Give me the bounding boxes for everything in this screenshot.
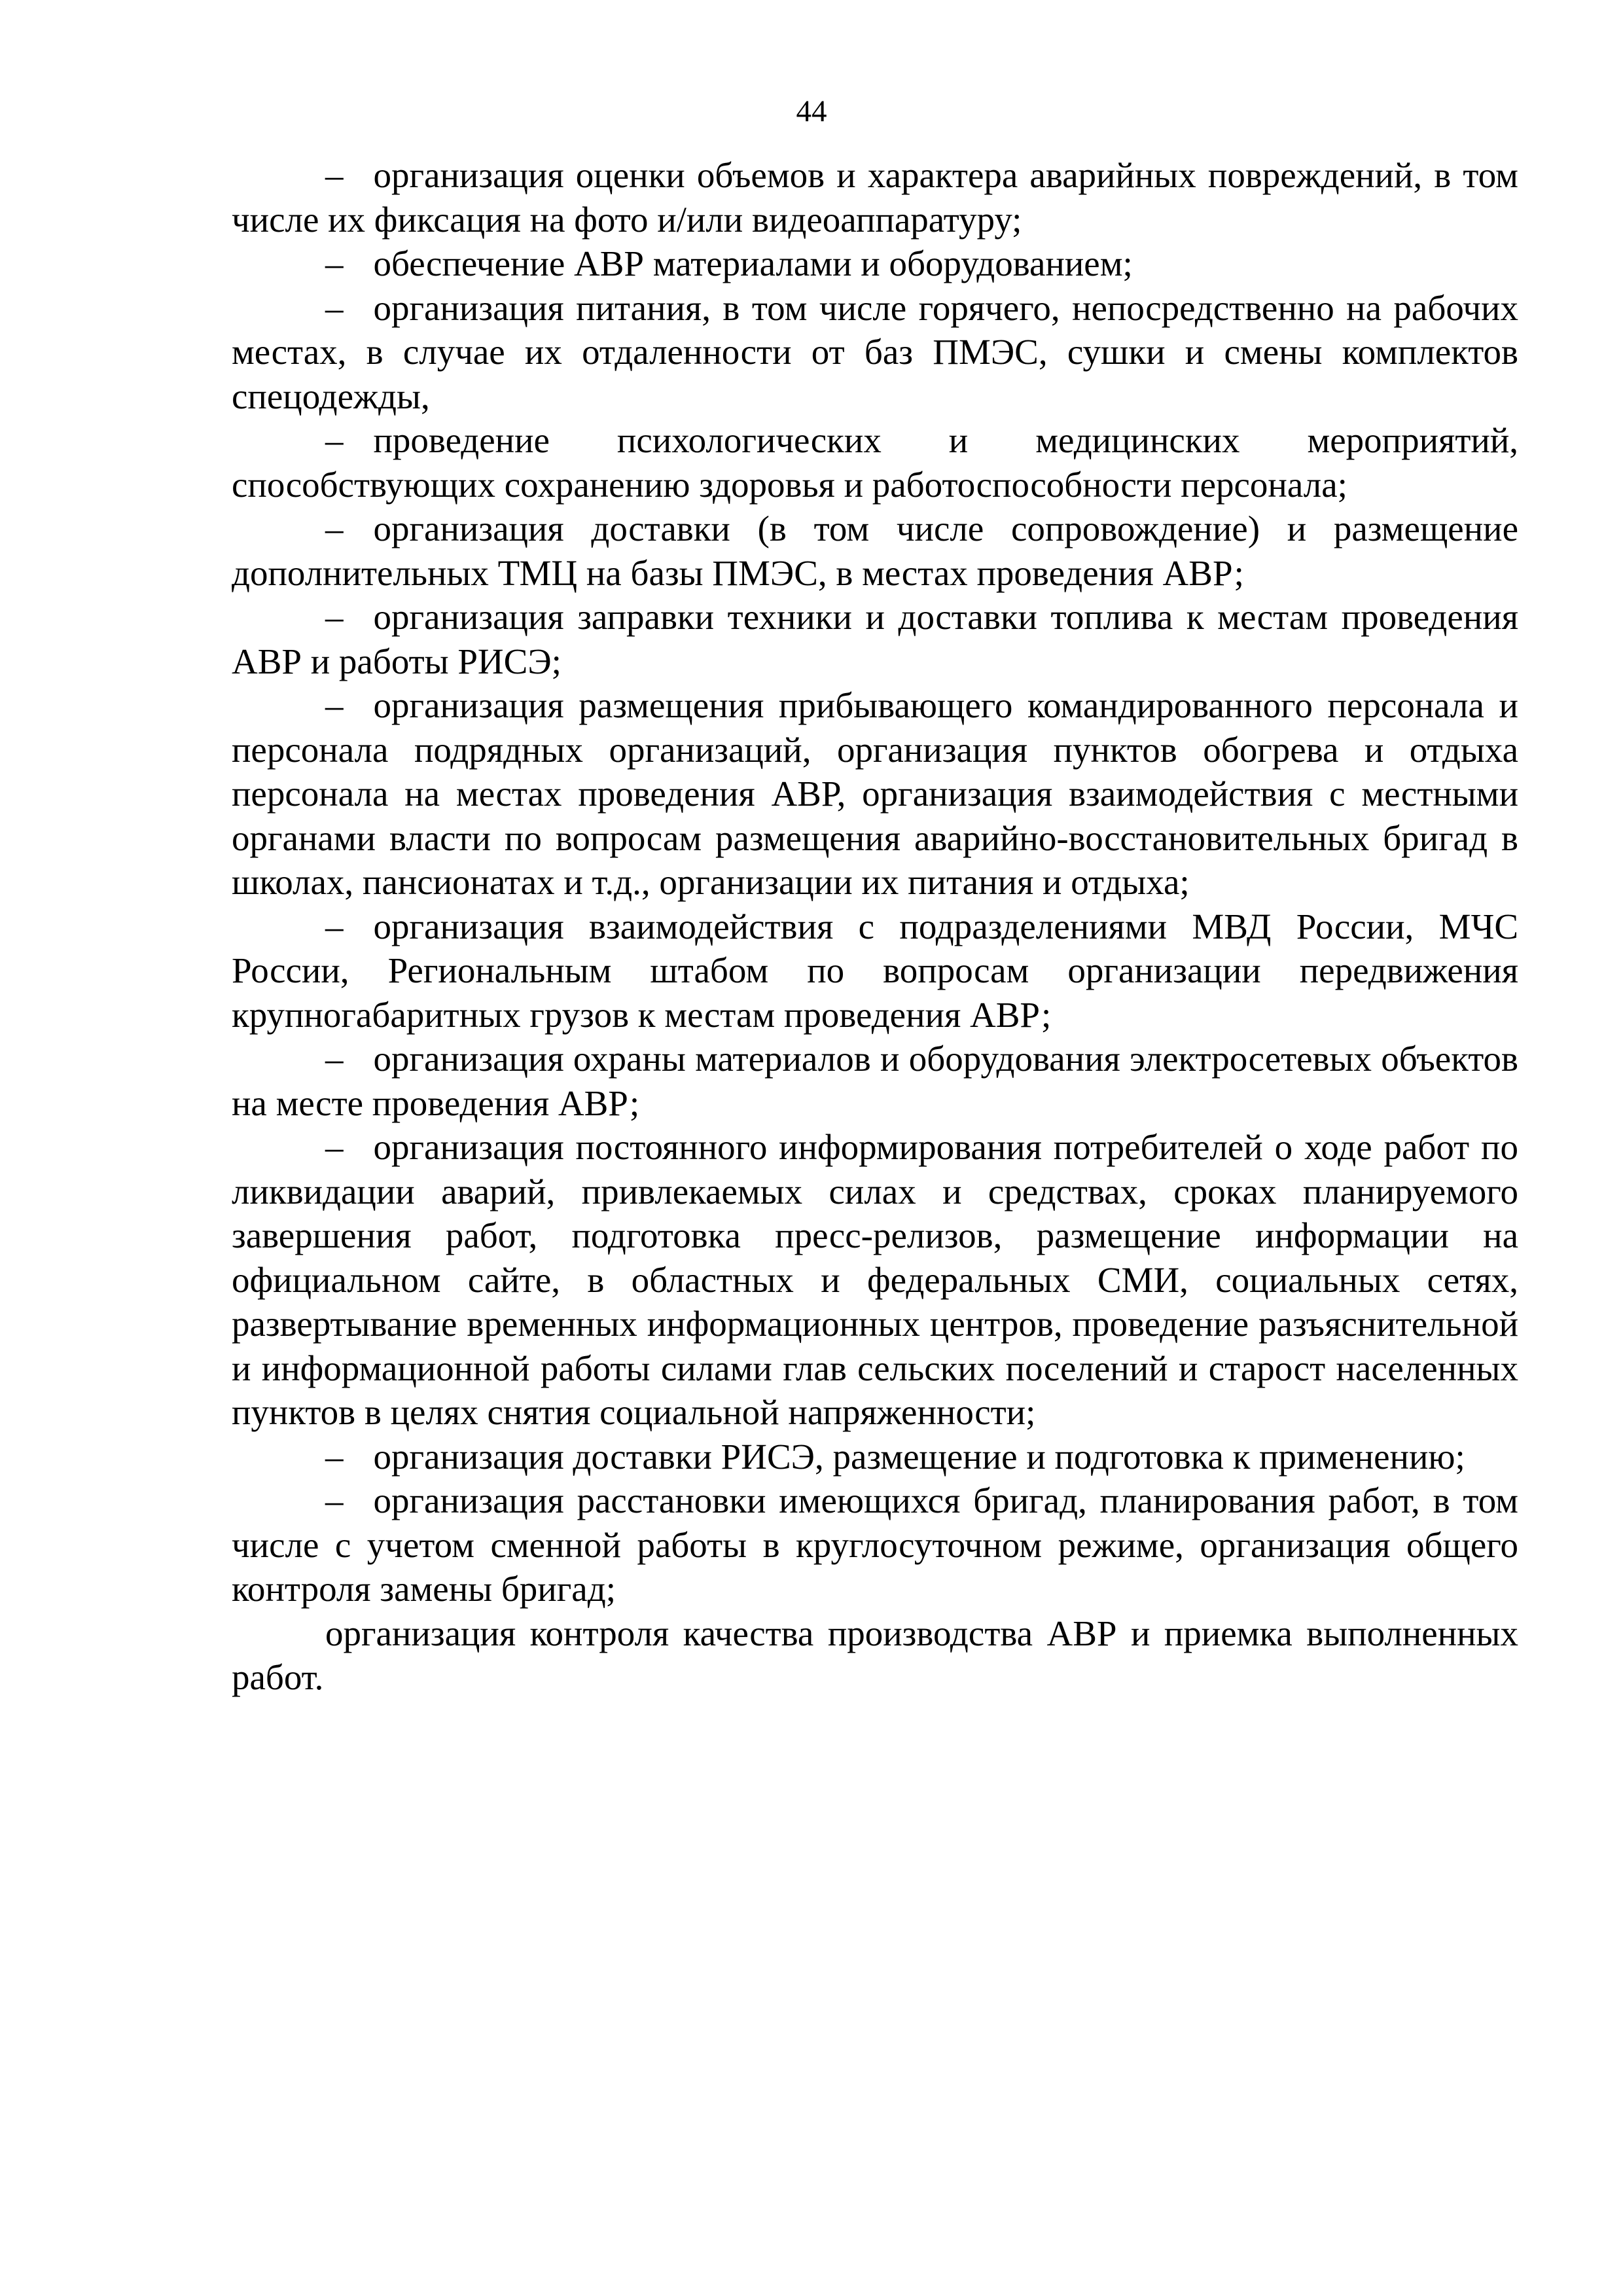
list-dash: – bbox=[325, 243, 344, 283]
document-body bbox=[232, 153, 1518, 1700]
list-item bbox=[232, 507, 1518, 595]
list-item bbox=[232, 242, 1518, 286]
list-item-text: организация постоянного информирования потребителей о ходе работ по ликвидации аварий, привлекаемых силах и средствах, сроках планируемого завершения работ, подготовка пресс-релизов, размещение информации на официальном сайте, в областных и федеральных СМИ, социальных сетях, развертывание временных информационных центров, проведение разъяснительной и информационной работы силами глав сельских поселений и старост населенных пунктов в целях снятия социальной напряженности; bbox=[232, 1127, 1518, 1432]
list-item bbox=[232, 286, 1518, 419]
list-item bbox=[232, 153, 1518, 242]
list-dash: – bbox=[325, 420, 344, 460]
list-dash: – bbox=[325, 287, 344, 328]
list-dash: – bbox=[325, 906, 344, 946]
list-item bbox=[232, 418, 1518, 507]
list-item bbox=[232, 1611, 1518, 1700]
list-item-text: организация размещения прибывающего командированного персонала и персонала подрядных организаций, организация пунктов обогрева и отдыха персонала на местах проведения АВР, организация взаимодействия с местными органами власти по вопросам размещения аварийно-восстановительных бригад в школах, пансионатах и т.д., организации их питания и отдыха; bbox=[232, 685, 1518, 902]
list-item bbox=[232, 1435, 1518, 1479]
list-item bbox=[232, 1479, 1518, 1611]
list-item-text: организация взаимодействия с подразделениями МВД России, МЧС России, Региональным штабом по вопросам организации передвижения крупногабаритных грузов к местам проведения АВР; bbox=[232, 906, 1518, 1035]
list-dash: – bbox=[325, 1127, 344, 1167]
list-item-text: организация оценки объемов и характера аварийных повреждений, в том числе их фиксация на фото и/или видеоаппаратуру; bbox=[232, 155, 1518, 240]
list-item-text: организация охраны материалов и оборудования электросетевых объектов на месте проведения АВР; bbox=[232, 1039, 1518, 1123]
list-item bbox=[232, 595, 1518, 683]
list-dash: – bbox=[325, 1480, 344, 1520]
list-dash: – bbox=[325, 155, 344, 195]
list-dash: – bbox=[325, 685, 344, 725]
list-item-text: организация доставки (в том числе сопровождение) и размещение дополнительных ТМЦ на базы ПМЭС, в местах проведения АВР; bbox=[232, 509, 1518, 593]
list-item-text: обеспечение АВР материалами и оборудованием; bbox=[373, 243, 1133, 283]
list-dash: – bbox=[325, 597, 344, 637]
list-item bbox=[232, 1125, 1518, 1435]
list-item-text: организация заправки техники и доставки топлива к местам проведения АВР и работы РИСЭ; bbox=[232, 597, 1518, 681]
list-item bbox=[232, 1037, 1518, 1125]
list-item-text: организация контроля качества производства АВР и приемка выполненных работ. bbox=[232, 1613, 1518, 1697]
list-item-text: организация доставки РИСЭ, размещение и подготовка к применению; bbox=[373, 1436, 1465, 1477]
list-item bbox=[232, 905, 1518, 1037]
list-item-text: проведение психологических и медицинских мероприятий, способствующих сохранению здоровья и работоспособности персонала; bbox=[232, 420, 1518, 505]
list-item-text: организация расстановки имеющихся бригад, планирования работ, в том числе с учетом сменной работы в круглосуточном режиме, организация общего контроля замены бригад; bbox=[232, 1480, 1518, 1609]
list-dash: – bbox=[325, 1436, 344, 1477]
list-item bbox=[232, 683, 1518, 905]
list-item-text: организация питания, в том числе горячего, непосредственно на рабочих местах, в случае их отдаленности от баз ПМЭС, сушки и смены комплектов спецодежды, bbox=[232, 287, 1518, 416]
page-number: 44 bbox=[796, 94, 827, 128]
list-dash: – bbox=[325, 509, 344, 548]
list-dash: – bbox=[325, 1039, 344, 1079]
